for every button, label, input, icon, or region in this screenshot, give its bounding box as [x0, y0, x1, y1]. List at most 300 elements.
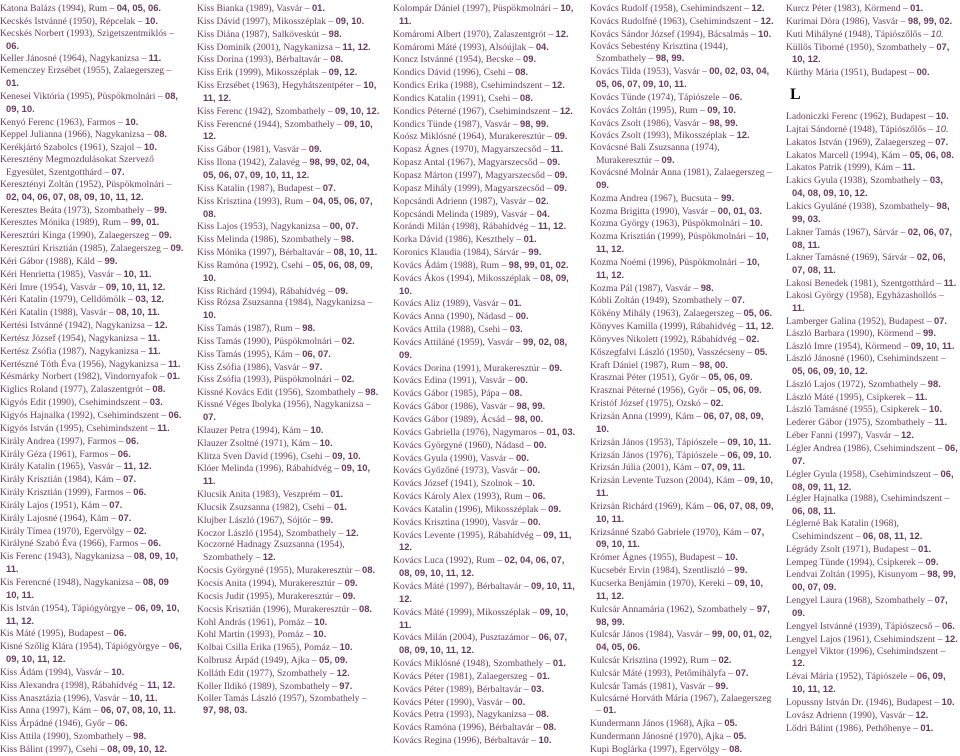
entry-name: Kovács Péter — [393, 696, 444, 708]
entry-details: (1993), Nagykanizsa – — [443, 709, 536, 721]
entry-name: Keller Jánosné — [0, 53, 57, 65]
entry-years: 09. — [342, 589, 356, 601]
entry-name: Kéri Katalin — [0, 307, 48, 319]
index-column-5 — [786, 2, 958, 734]
entry-details: (1954), Nagykanizsa – — [55, 332, 148, 344]
entry-years: 09, 10, 11, 12. — [399, 579, 575, 604]
entry-details: (1962), Szombathely – — [664, 603, 757, 615]
index-entry — [393, 413, 577, 426]
index-entry — [786, 620, 958, 633]
index-entry — [590, 282, 774, 295]
index-entry — [786, 123, 958, 136]
entry-name: Kiss Erik — [197, 67, 233, 79]
entry-name: László Barbara — [786, 328, 845, 340]
index-entry — [0, 396, 184, 409]
entry-details: (2004), Kám – — [683, 475, 745, 487]
entry-name: Légler Gyula — [786, 468, 837, 480]
entry-years: 06. — [125, 434, 139, 446]
entry-years: 07. — [935, 135, 949, 147]
index-entry — [393, 272, 577, 298]
entry-details: (1984), Kám – — [62, 474, 124, 486]
index-entry — [393, 118, 577, 131]
entry-name: Kiglics Roland — [0, 384, 58, 396]
entry-years: 05. — [733, 730, 747, 742]
entry-years: 07, 09. — [792, 594, 948, 618]
entry-details: (1954), Szombathely – — [253, 527, 346, 539]
index-entry — [393, 323, 577, 336]
entry-name: Kovácsné Bali Zsuzsanna — [590, 142, 690, 154]
entry-details: (1948), Tápiószőlős – — [842, 28, 931, 40]
entry-name: Kovács Krisztina — [393, 516, 460, 528]
index-entry — [197, 143, 381, 156]
entry-name: Kovács Luca — [393, 555, 444, 567]
entry-name: Kovács Máté — [393, 606, 444, 618]
index-entry — [393, 400, 577, 413]
entry-name: Kőszegfalvi László — [590, 346, 665, 358]
entry-name: Léber Fanni — [786, 430, 833, 442]
index-entry — [786, 251, 958, 277]
index-entry — [197, 246, 381, 259]
entry-years: 10. — [930, 27, 944, 39]
index-entry — [197, 118, 381, 144]
entry-name: Koller Tamás László — [197, 692, 277, 704]
entry-years: 02. — [341, 334, 355, 346]
entry-details: (1979), Celldömölk – — [47, 294, 136, 306]
index-entry — [590, 256, 774, 282]
index-entry — [197, 514, 381, 527]
index-entry — [590, 91, 774, 104]
entry-years: 02, 06, 07, 08, 11. — [792, 225, 953, 250]
index-entry — [0, 409, 184, 422]
entry-years: 12. — [154, 319, 168, 331]
entry-details: (1968), Szombathely – — [842, 595, 935, 607]
entry-details: (1977), Zalaszentgrót – — [57, 384, 153, 396]
index-entry — [0, 52, 184, 65]
entry-years: 07. — [203, 411, 217, 422]
entry-name: Kis Ferencné — [0, 576, 51, 588]
entry-name: Kovács Ramóna — [393, 722, 457, 734]
entry-details: (1967), Sárvár – — [840, 226, 908, 238]
index-entry — [393, 580, 577, 606]
index-entry — [0, 319, 184, 332]
entry-name: Kovács Győzőné — [393, 465, 459, 477]
entry-years: 98. — [927, 377, 941, 389]
index-entry — [393, 336, 577, 362]
entry-details: (1988), Rum – — [447, 259, 509, 271]
index-entry — [590, 667, 774, 680]
entry-name: Klauzer Petra — [197, 424, 250, 436]
index-entry — [393, 490, 577, 503]
entry-years: 09. — [925, 555, 939, 567]
entry-name: Koczorné Hadnagy Zsuzsanna — [197, 539, 315, 551]
entry-name: Krizsán Richárd — [590, 500, 653, 512]
entry-name: Kovács Attila — [393, 324, 446, 336]
entry-details: (1988), Vasvár – — [47, 307, 116, 319]
entry-years: 10. — [538, 734, 552, 746]
index-entry — [786, 568, 958, 594]
entry-name: Kissné Kovács Edit — [197, 387, 273, 399]
entry-details: (1950), Vasszécseny – — [664, 346, 755, 358]
entry-years: 99. — [922, 327, 936, 339]
index-entry — [786, 28, 958, 41]
entry-years: 08, 09, 10, 11. — [6, 550, 179, 575]
entry-years: 09, 10. — [707, 103, 736, 115]
entry-details: (1941), Szolnok – — [448, 478, 522, 490]
entry-name: Lakics Gyula — [786, 175, 838, 187]
index-entry — [590, 2, 774, 15]
entry-name: Kiss Anasztázia — [0, 692, 62, 704]
entry-name: Koronics Klaudia — [393, 247, 461, 259]
entry-name: Korka Dávid — [393, 234, 443, 246]
index-entry — [393, 182, 577, 195]
entry-years: 09. — [308, 143, 322, 155]
entry-details: (1955), Zalaegerszeg – — [80, 65, 172, 77]
entry-details: (1969), Kám – — [652, 500, 714, 512]
entry-name: Kovács Sándor József — [590, 28, 675, 40]
entry-name: Kupi Boglárka — [590, 743, 647, 755]
entry-details: (1968), Csehimindszent – — [792, 518, 899, 542]
entry-details: (1955), Budapest – — [646, 552, 725, 564]
entry-details: (1964), Kám – — [57, 512, 119, 524]
index-entry — [590, 192, 774, 205]
entry-name: Lengyel Laura — [786, 595, 843, 607]
entry-name: Korándi Milán — [393, 221, 450, 233]
entry-years: 06, 09, 10, 11, 12. — [6, 601, 180, 626]
entry-years: 06, 07, 08, 09, 10, 11, 12. — [399, 631, 568, 656]
entry-name: Lakatos Marcell — [786, 149, 849, 161]
entry-years: 07. — [731, 294, 745, 306]
entry-name: Király Krisztián — [0, 487, 63, 499]
entry-details: (1999), Kám – — [841, 162, 903, 174]
entry-name: Kolbrusz Árpád — [197, 655, 259, 667]
index-entry — [590, 577, 774, 603]
entry-years: 05. — [754, 345, 768, 357]
entry-name: Kiss Diána — [197, 28, 240, 40]
entry-details: (1982), Csehi – — [269, 501, 334, 513]
entry-years: 99, 00, 01, 02, 04, 05, 06. — [596, 628, 772, 653]
index-entry — [197, 450, 381, 463]
index-entry — [197, 41, 381, 54]
entry-details: (1986), Vasvár – — [448, 401, 517, 413]
entry-details: (1991), Csehi – — [455, 92, 520, 104]
index-entry — [590, 104, 774, 117]
entry-details: (1995), Csehimindszent – — [53, 422, 158, 434]
index-entry — [197, 577, 381, 590]
entry-details: (1989), Vasvár – — [243, 3, 312, 14]
entry-name: Kiss Ramóna — [197, 259, 249, 271]
entry-details: (1975), Szombathely – — [842, 417, 935, 429]
entry-years: 98. — [340, 233, 354, 245]
entry-years: 00. — [533, 438, 547, 450]
entry-years: 10. — [941, 695, 955, 707]
entry-details: (1999), Farmos – — [62, 487, 134, 499]
entry-name: Kecskés István — [0, 15, 58, 27]
entry-details: (1966), Nagykanizsa – — [62, 129, 154, 141]
index-entry — [393, 503, 577, 516]
index-entry — [786, 110, 958, 123]
entry-details: (1992), Rábahídvég – — [657, 333, 747, 345]
entry-years: 97. — [339, 679, 353, 691]
entry-name: Kiss Rózsa Zsuzsanna — [197, 297, 283, 309]
entry-name: Klitza Sven David — [197, 450, 268, 462]
entry-details: (1996), Bérbaltavár – — [451, 735, 539, 747]
entry-years: 01. — [6, 77, 20, 89]
entry-name: Kundermann Jánosné — [590, 731, 673, 743]
index-entry — [393, 143, 577, 156]
index-entry — [197, 373, 381, 386]
entry-years: 08. — [152, 383, 166, 395]
entry-years: 10. — [339, 641, 353, 653]
entry-years: 00. — [515, 451, 529, 463]
entry-name: Kiss Lajos — [197, 221, 238, 233]
entry-name: Kovács Károly Alex — [393, 491, 472, 503]
entry-years: 09. — [158, 229, 172, 241]
index-entry — [393, 208, 577, 221]
index-entry — [197, 15, 381, 28]
index-entry — [590, 346, 774, 359]
index-entry — [786, 670, 958, 696]
entry-name: Lopussny István — [786, 696, 850, 708]
entry-details: (1996), Csehimindszent – — [844, 645, 946, 657]
entry-name: Kulcsár János — [590, 629, 644, 641]
entry-name: Lovász Adrienn — [786, 709, 848, 721]
index-entry — [197, 539, 381, 564]
entry-years: 98, 99, 02. — [907, 14, 953, 26]
entry-name: Kovács Sebestény Krisztina — [590, 40, 698, 52]
index-entry — [197, 220, 381, 233]
entry-name: Kisné Szőlig Klára — [0, 641, 74, 653]
entry-years: 11. — [550, 143, 564, 155]
entry-details: (1993), Pomáz – — [244, 629, 314, 641]
entry-name: Klujber László — [197, 514, 255, 526]
entry-details: (1985), Pápa – — [448, 388, 510, 400]
index-entry — [590, 28, 774, 41]
entry-name: Lakner Tamás — [786, 226, 841, 238]
entry-years: 98. — [302, 322, 316, 334]
entry-years: 10. — [935, 122, 949, 134]
entry-details: né (1971), Kám – — [249, 437, 320, 449]
entry-years: 05. — [724, 717, 738, 729]
entry-details: (1938), Szombathely– — [846, 200, 937, 212]
index-entry — [786, 174, 958, 200]
entry-years: 10. — [203, 309, 217, 321]
entry-years: 05, 06, 09. — [708, 371, 753, 383]
entry-name: Lajtai Sándorné — [786, 123, 848, 135]
index-entry — [786, 378, 958, 391]
entry-details: (1997), Csehi – — [42, 743, 108, 755]
entry-years: 06, 07, 08, 09, 10. — [596, 410, 764, 434]
entry-name: Kolbai Csilla Erika — [197, 642, 272, 654]
entry-name: Kovács Zoltán — [590, 104, 647, 116]
index-entry — [786, 66, 958, 79]
entry-years: 02, 04, 06, 07, 08, 09, 10, 11, 12. — [6, 190, 144, 202]
entry-years: 05, 06, 08. — [909, 148, 954, 160]
entry-years: 00. — [916, 66, 930, 78]
entry-details: (1988), Csehimindszent – — [848, 493, 950, 505]
index-entry — [786, 353, 958, 378]
entry-details: (1986), Csehimindszent – — [841, 443, 945, 454]
entry-name: Kemenczey Erzsébet — [0, 65, 81, 77]
entry-years: 00. — [512, 695, 526, 707]
entry-name: Küllős Tiborné — [786, 41, 844, 53]
entry-name: Kertész József — [0, 332, 56, 344]
entry-years: 12. — [736, 129, 750, 141]
entry-years: 08. — [519, 91, 533, 103]
index-column-3 — [393, 2, 577, 747]
entry-name: Kozma Pál — [590, 282, 633, 294]
entry-details: (1951), Kám – — [48, 499, 110, 511]
entry-years: 10, 11. — [129, 691, 158, 703]
index-entry — [0, 550, 184, 576]
entry-years: 06, 09, 10, 11, 12. — [6, 640, 182, 665]
index-entry — [0, 537, 184, 550]
entry-details: (1999), Kám – — [642, 411, 704, 422]
entry-name: Kuti Mihályné — [786, 28, 843, 40]
entry-details: né (1950), Répcelak – — [57, 15, 145, 27]
entry-years: 08. — [535, 708, 549, 720]
entry-years: 01. — [167, 370, 181, 382]
entry-name: Kolláth Edit — [197, 667, 245, 679]
entry-name: Kovács Attiláné — [393, 336, 455, 348]
index-entry — [393, 606, 577, 632]
index-entry — [590, 551, 774, 564]
entry-name: Kovács Anna — [393, 311, 445, 323]
entry-details: (1938), Szombathely – — [837, 175, 930, 187]
entry-name: Kocsis Györgyné — [197, 565, 264, 577]
entry-years: 05, 06, 09. — [717, 384, 762, 396]
entry-name: Kiss Mónika — [197, 247, 247, 259]
index-entry — [197, 79, 381, 105]
entry-years: 03, 12. — [135, 293, 165, 305]
entry-years: 07, 10, 12. — [792, 40, 950, 65]
entry-details: (1997), Magyarszecsőd – — [452, 169, 555, 181]
entry-name: Kiss Ferencné — [197, 118, 252, 130]
index-entry — [590, 397, 774, 410]
entry-name: Királyné Szabó Éva — [0, 538, 77, 550]
entry-name: Kovács Gabriella — [393, 426, 460, 438]
entry-years: 01, 03. — [546, 425, 576, 437]
entry-name: Légler Hajnalka — [786, 493, 849, 505]
index-entry — [590, 142, 774, 167]
entry-years: 99. — [528, 246, 542, 258]
entry-years: 11, 12. — [537, 220, 567, 232]
entry-name: Kéri Gábor — [0, 255, 44, 267]
entry-details: (1961), Pomáz – — [245, 616, 315, 628]
entry-name: Keresztényi Zoltán — [0, 178, 74, 190]
index-entry — [0, 281, 184, 294]
index-entry — [197, 297, 381, 322]
index-entry — [393, 452, 577, 465]
entry-name: Lakosi Benedek — [786, 278, 849, 290]
entry-years: 09, 10, 12. — [335, 104, 380, 116]
entry-name: Király Krisztián — [0, 474, 63, 486]
index-entry — [0, 242, 184, 255]
entry-name: Kovács Tünde — [590, 91, 646, 103]
entry-years: 02. — [746, 332, 760, 344]
entry-details: (1989), Rum – — [69, 217, 131, 229]
index-entry — [393, 2, 577, 28]
entry-details: (1977), Szombathely – — [244, 667, 337, 679]
entry-name: Kenesei Viktória — [0, 90, 65, 102]
entry-years: 01. — [333, 500, 348, 512]
entry-years: 11. — [147, 331, 161, 343]
index-entry — [590, 628, 774, 654]
entry-details: (1992), Rum – — [443, 555, 505, 567]
entry-name: Kocsis Krisztián — [197, 603, 261, 615]
index-entry — [197, 488, 381, 501]
index-entry — [393, 233, 577, 246]
entry-years: 07, 09, 11. — [701, 461, 746, 473]
entry-details: (1986), Vasvár – — [240, 361, 310, 373]
entry-name: Lengyel Istvánné — [786, 620, 853, 632]
entry-years: 98, 99, 01, 02. — [508, 258, 569, 270]
entry-details: (1955), Csipkerek – — [847, 404, 930, 416]
entry-years: 08, 09, 10. — [6, 89, 179, 114]
entry-name: Kiss Ferenc — [197, 105, 243, 117]
index-entry — [197, 501, 381, 514]
index-entry — [393, 426, 577, 439]
entry-name: Kulcsár Tamás — [590, 680, 647, 692]
entry-name: Kigyós István — [0, 422, 54, 434]
entry-name: Király Katalin — [0, 461, 56, 473]
entry-name: Lendvai Zoltán — [786, 569, 845, 581]
entry-details: (1967), Magyarszecsőd – — [444, 157, 548, 169]
entry-details: (1989), Ácsád – — [448, 414, 515, 425]
index-entry — [786, 709, 958, 722]
entry-years: 00. — [527, 464, 541, 476]
entry-years: 06, 07, 08, 09, 10, 11. — [596, 499, 774, 524]
index-entry — [590, 294, 774, 307]
entry-years: 02. — [710, 397, 724, 409]
entry-name: Kovács Aliz — [393, 298, 441, 310]
index-entry — [0, 448, 184, 461]
entry-name: Kozma Krisztián — [590, 231, 656, 243]
entry-details: (1953), Nagykanizsa – — [237, 221, 330, 233]
entry-years: 08. — [359, 602, 373, 614]
index-entry — [786, 340, 958, 353]
entry-details: (1990), Nádasd – — [444, 311, 516, 323]
entry-details: (1990), Körmend – — [844, 328, 923, 340]
entry-details: (1963), Zalaegerszeg – — [650, 308, 744, 320]
entry-years: 04. — [536, 207, 550, 219]
index-entry — [786, 149, 958, 162]
entry-years: 00. — [527, 515, 541, 527]
index-entry — [0, 512, 184, 525]
entry-years: 06. — [133, 486, 147, 498]
entry-name: Kulcsárné Horváth Mária — [590, 692, 689, 704]
entry-details: (1997), Vasvár – — [832, 430, 901, 442]
entry-details: (1986), Keszthely – — [442, 234, 524, 246]
entry-name: Kertési Istvánné — [0, 320, 63, 332]
index-entry — [0, 216, 184, 229]
entry-details: (1994), Rum – — [55, 3, 117, 14]
section-letter: L — [790, 86, 801, 104]
entry-name: Kiss Zsófia — [197, 361, 241, 373]
entry-name: Kökény Mihály — [590, 308, 651, 320]
index-entry — [197, 105, 381, 118]
entry-years: 06. — [941, 619, 955, 631]
entry-name: Kocsis Judit — [197, 590, 245, 602]
entry-years: 01. — [918, 542, 932, 554]
entry-details: (1960), Nádasd – — [462, 439, 534, 451]
entry-name: Kéri Katalin — [0, 294, 48, 306]
index-entry — [590, 384, 774, 397]
entry-years: 08. — [362, 564, 376, 576]
index-entry — [0, 576, 184, 602]
index-entry — [590, 654, 774, 667]
entry-details: (1942), Szombathely – — [242, 105, 336, 117]
index-entry — [197, 616, 381, 629]
